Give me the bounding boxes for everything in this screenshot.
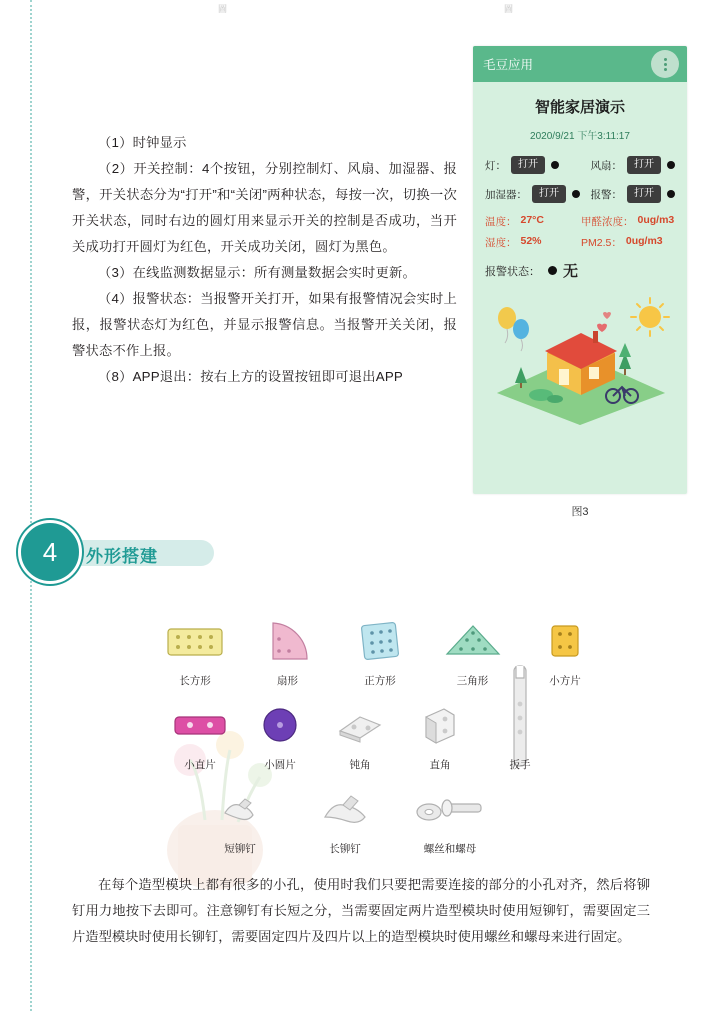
sensor-humidity-label: 湿度： — [485, 237, 517, 249]
part-right-angle — [400, 696, 480, 772]
app-title: 智能家居演示 — [534, 99, 625, 116]
top-mark-2: 圖 — [504, 4, 514, 14]
control-alarm — [580, 185, 675, 203]
sensor-formaldehyde-value: 0ug/m3 — [637, 214, 675, 226]
sensor-pm25 — [581, 235, 663, 250]
sensor-temperature — [485, 214, 581, 229]
part-label: 小圆片 — [264, 759, 296, 771]
parts-row-2 — [160, 696, 560, 772]
section-number-badge: 4 — [18, 520, 82, 584]
sensor-temperature-label: 温度： — [485, 216, 517, 228]
alarm-status-label: 报警状态： — [485, 265, 540, 278]
alarm-status-indicator — [548, 266, 557, 275]
part-label: 短铆钉 — [224, 843, 256, 855]
long-rivet-icon — [300, 780, 390, 838]
control-humidifier-label: 加湿器： — [485, 188, 527, 201]
body-paragraph-3: （3）在线监测数据显示：所有测量数据会实时更新。 — [98, 265, 417, 280]
short-rivet-icon — [195, 780, 285, 838]
overflow-menu-icon[interactable] — [651, 50, 679, 78]
part-screw-nut — [405, 780, 495, 856]
sensor-pm25-value: 0ug/m3 — [625, 235, 663, 247]
sensor-pm25-label: PM2.5： — [581, 237, 622, 249]
alarm-status-value: 无 — [563, 263, 579, 280]
parts-grid — [150, 612, 610, 855]
control-humidifier-button[interactable]: 打开 — [532, 185, 566, 203]
square-plate-icon — [335, 612, 425, 670]
app-body — [473, 82, 687, 430]
small-round-plate-icon — [240, 696, 320, 754]
sensor-humidity — [485, 235, 581, 250]
control-lamp-label: 灯： — [485, 159, 506, 172]
bottom-paragraph-block — [72, 872, 650, 950]
bottom-paragraph: 在每个造型模块上都有很多的小孔，使用时我们只要把需要连接的部分的小孔对齐，然后将铆钉用力地按下去即可。注意铆钉有长短之分，当需要固定两片造型模块时使用短铆钉，需要固定三片造型模块时使用长铆钉，需要固定四片及四片以上的造型模块时使用螺丝和螺母来进行固定。 — [72, 877, 650, 944]
top-mark-1: 圖 — [218, 4, 228, 14]
part-label: 钝角 — [349, 759, 371, 771]
sensor-temperature-value: 27°C — [520, 214, 544, 226]
top-page-marks — [0, 0, 722, 14]
page-left-dotted-rule — [30, 0, 32, 1011]
part-short-rivet — [195, 780, 285, 856]
part-label: 直角 — [429, 759, 451, 771]
part-rect-plate — [150, 612, 240, 688]
triangle-plate-icon — [428, 612, 518, 670]
part-small-straight-plate — [160, 696, 240, 772]
control-row-lamp-fan — [485, 156, 675, 174]
part-label: 三角形 — [456, 675, 489, 687]
part-obtuse-angle — [320, 696, 400, 772]
body-paragraph-4: （4）报警状态：当报警开关打开，如果有报警情况会实时上报，报警状态灯为红色，并显示报警信息。当报警开关关闭，报警状态不作上报。 — [72, 291, 457, 358]
app-status-bar — [473, 46, 687, 82]
figure-caption: 图3 — [571, 506, 589, 518]
control-humidifier — [485, 185, 580, 203]
part-small-square — [520, 612, 610, 688]
control-fan-button[interactable]: 打开 — [627, 156, 661, 174]
alarm-status-row — [485, 260, 675, 281]
control-humidifier-indicator — [572, 190, 580, 198]
control-fan-indicator — [667, 161, 675, 169]
smart-home-illustration — [485, 295, 675, 430]
sensor-row-humidity-pm25 — [485, 235, 675, 250]
control-fan — [580, 156, 675, 174]
part-label: 扳手 — [509, 759, 531, 771]
app-screenshot — [473, 46, 687, 494]
control-lamp-button[interactable]: 打开 — [511, 156, 545, 174]
body-paragraph-2: （2）开关控制：4个按钮，分别控制灯、风扇、加湿器、报警，开关状态分为“打开”和“关闭”两种状态，每按一次，切换一次开关状态，同时右边的圆灯用来显示开关的控制是否成功，当开关成功打开圆灯为红色，开关成功关闭，圆灯为黑色。 — [72, 161, 457, 254]
part-label: 扇形 — [277, 675, 298, 687]
wrench-icon — [480, 696, 560, 754]
section-header — [18, 520, 278, 590]
part-label: 螺丝和螺母 — [423, 843, 477, 855]
sensor-humidity-value: 52% — [520, 235, 542, 247]
part-square-plate — [335, 612, 425, 688]
sensor-formaldehyde-label: 甲醛浓度： — [581, 216, 634, 228]
obtuse-angle-icon — [320, 696, 400, 754]
app-clock-display: 2020/9/21 下午3:11:17 — [530, 131, 630, 142]
part-long-rivet — [300, 780, 390, 856]
part-triangle-plate — [428, 612, 518, 688]
control-alarm-label: 报警： — [590, 188, 622, 201]
parts-row-3 — [195, 780, 495, 856]
right-angle-icon — [400, 696, 480, 754]
small-square-icon — [520, 612, 610, 670]
small-straight-plate-icon — [160, 696, 240, 754]
part-label: 长铆钉 — [329, 843, 361, 855]
rect-plate-icon — [150, 612, 240, 670]
body-paragraph-1: （1）时钟显示 — [98, 135, 187, 150]
control-fan-label: 风扇： — [590, 159, 622, 172]
part-fan-plate — [243, 612, 333, 688]
control-alarm-button[interactable]: 打开 — [627, 185, 661, 203]
control-lamp-indicator — [551, 161, 559, 169]
part-small-round-plate — [240, 696, 320, 772]
part-wrench — [480, 696, 560, 772]
body-text-column — [72, 130, 457, 390]
control-row-humidifier-alarm — [485, 185, 675, 203]
sensor-row-temp-formaldehyde — [485, 214, 675, 229]
control-alarm-indicator — [667, 190, 675, 198]
control-lamp — [485, 156, 580, 174]
app-status-bar-title: 毛豆应用 — [483, 58, 534, 72]
part-label: 正方形 — [364, 675, 396, 687]
screw-nut-icon — [405, 780, 495, 838]
fan-plate-icon — [243, 612, 333, 670]
sensor-formaldehyde — [581, 214, 674, 229]
parts-row-1 — [150, 612, 610, 688]
body-paragraph-5: （8）APP退出：按右上方的设置按钮即可退出APP — [98, 369, 403, 384]
part-label: 小方片 — [549, 675, 581, 687]
part-label: 小直片 — [184, 759, 216, 771]
part-label: 长方形 — [179, 675, 211, 687]
section-title: 外形搭建 — [86, 547, 158, 566]
